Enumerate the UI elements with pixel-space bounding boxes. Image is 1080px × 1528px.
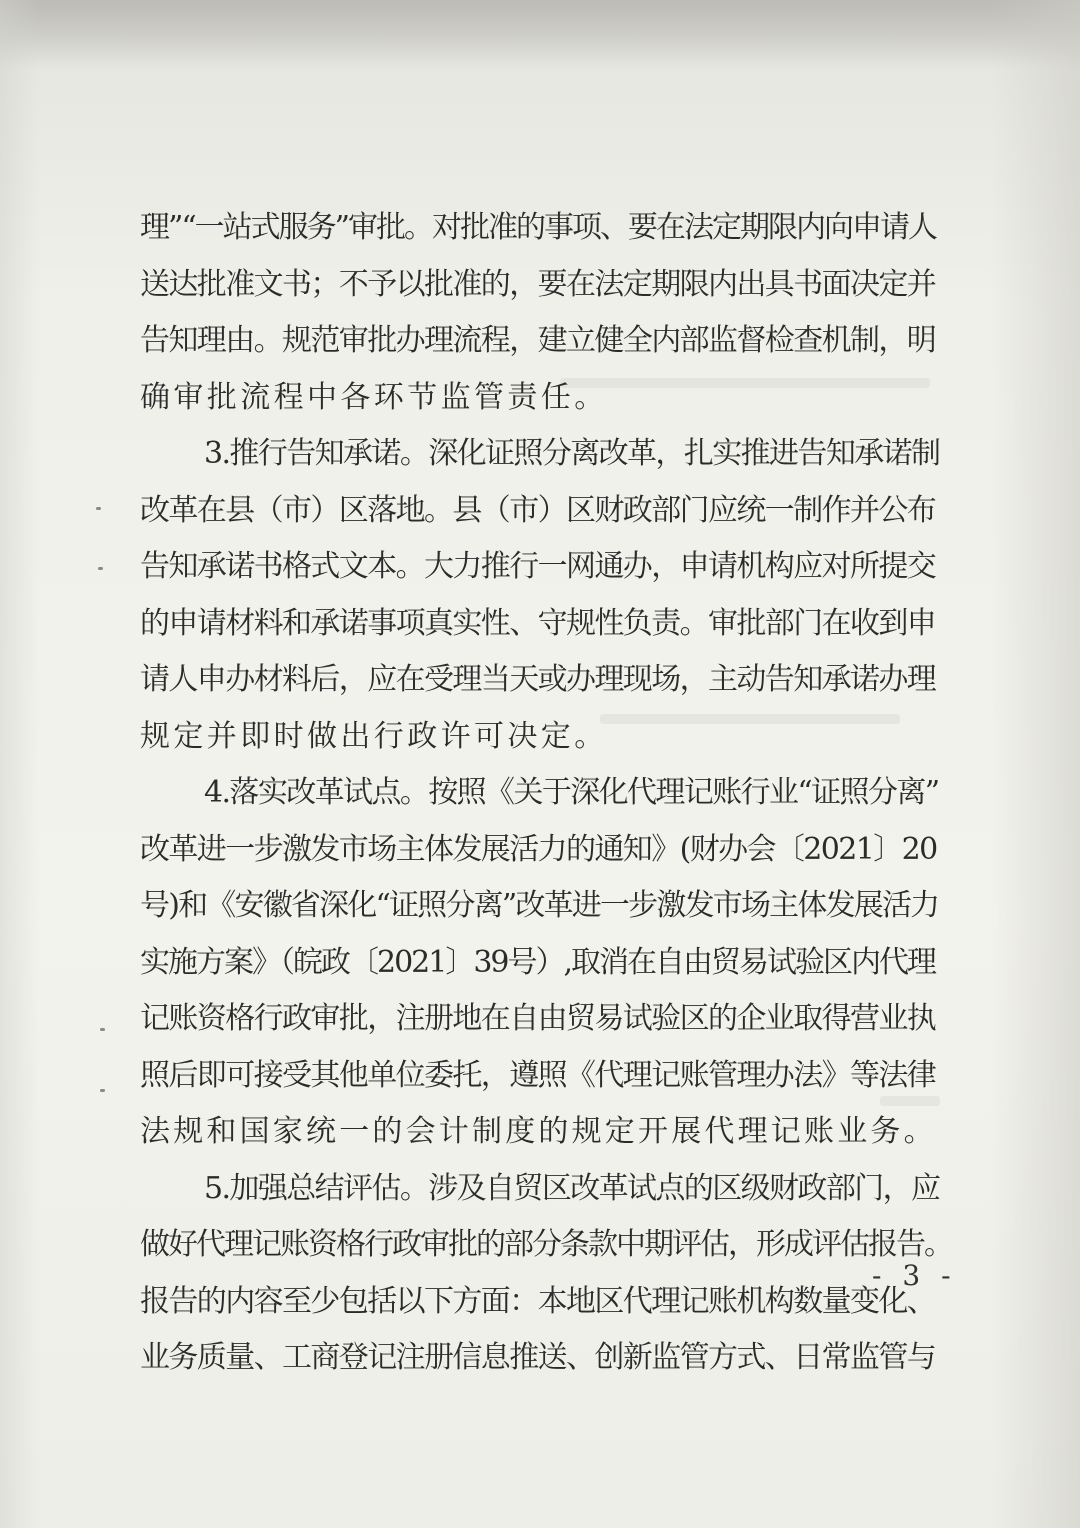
section-heading-line: 5.加强总结评估。涉及自贸区改革试点的区级财政部门，应 [204,1170,940,1206]
text-line: 送达批准文书；不予以批准的，要在法定期限内出具书面决定并 [140,266,936,302]
scan-speck [100,1028,105,1031]
scan-speck [100,1089,105,1092]
text-line: 告知理由。规范审批办理流程，建立健全内部监督检查机制，明 [140,323,936,358]
text-line: 确审批流程中各环节监管责任。 [140,379,608,415]
text-line: 请人申办材料后，应在受理当天或办理现场，主动告知承诺办理 [140,662,936,697]
text-line: 法规和国家统一的会计制度的规定开展代理记账业务。 [140,1114,937,1149]
scan-speck [96,507,101,510]
text-line: 照后即可接受其他单位委托，遵照《代理记账管理办法》等法律 [140,1057,936,1093]
text-line: 记账资格行政审批，注册地在自由贸易试验区的企业取得营业执 [140,1001,936,1036]
text-line: 规定并即时做出行政许可决定。 [140,718,608,754]
text-line: 号)和《安徽省深化“证照分离”改革进一步激发市场主体发展活力 [140,888,939,923]
text-line: 报告的内容至少包括以下方面：本地区代理记账机构数量变化、 [140,1283,936,1319]
text-line: 理”“一站式服务”审批。对批准的事项、要在法定期限内向申请人 [140,210,937,245]
text-line: 改革进一步激发市场主体发展活力的通知》(财办会〔2021〕20 [140,831,937,867]
page-number: - 3 - [872,1259,957,1292]
page-shadow-left [0,0,40,1528]
text-line: 实施方案》（皖政〔2021〕39号）,取消在自由贸易试验区内代理 [140,944,936,980]
text-line: 业务质量、工商登记注册信息推送、创新监管方式、日常监管与 [140,1340,936,1375]
text-line: 改革在县（市）区落地。县（市）区财政部门应统一制作并公布 [140,492,936,528]
section-heading-line: 4.落实改革试点。按照《关于深化代理记账行业“证照分离” [204,775,939,810]
scan-speck [98,567,103,570]
text-line: 做好代理记账资格行政审批的部分条款中期评估，形成评估报告。 [140,1227,952,1262]
text-line: 的申请材料和承诺事项真实性、守规性负责。审批部门在收到申 [140,605,936,641]
text-line: 告知承诺书格式文本。大力推行一网通办，申请机构应对所提交 [140,549,936,584]
document-body [140,200,952,1387]
section-heading-line: 3.推行告知承诺。深化证照分离改革，扎实推进告知承诺制 [204,436,940,471]
page-shadow-top [0,0,1080,70]
page-shadow-right [990,0,1080,1528]
